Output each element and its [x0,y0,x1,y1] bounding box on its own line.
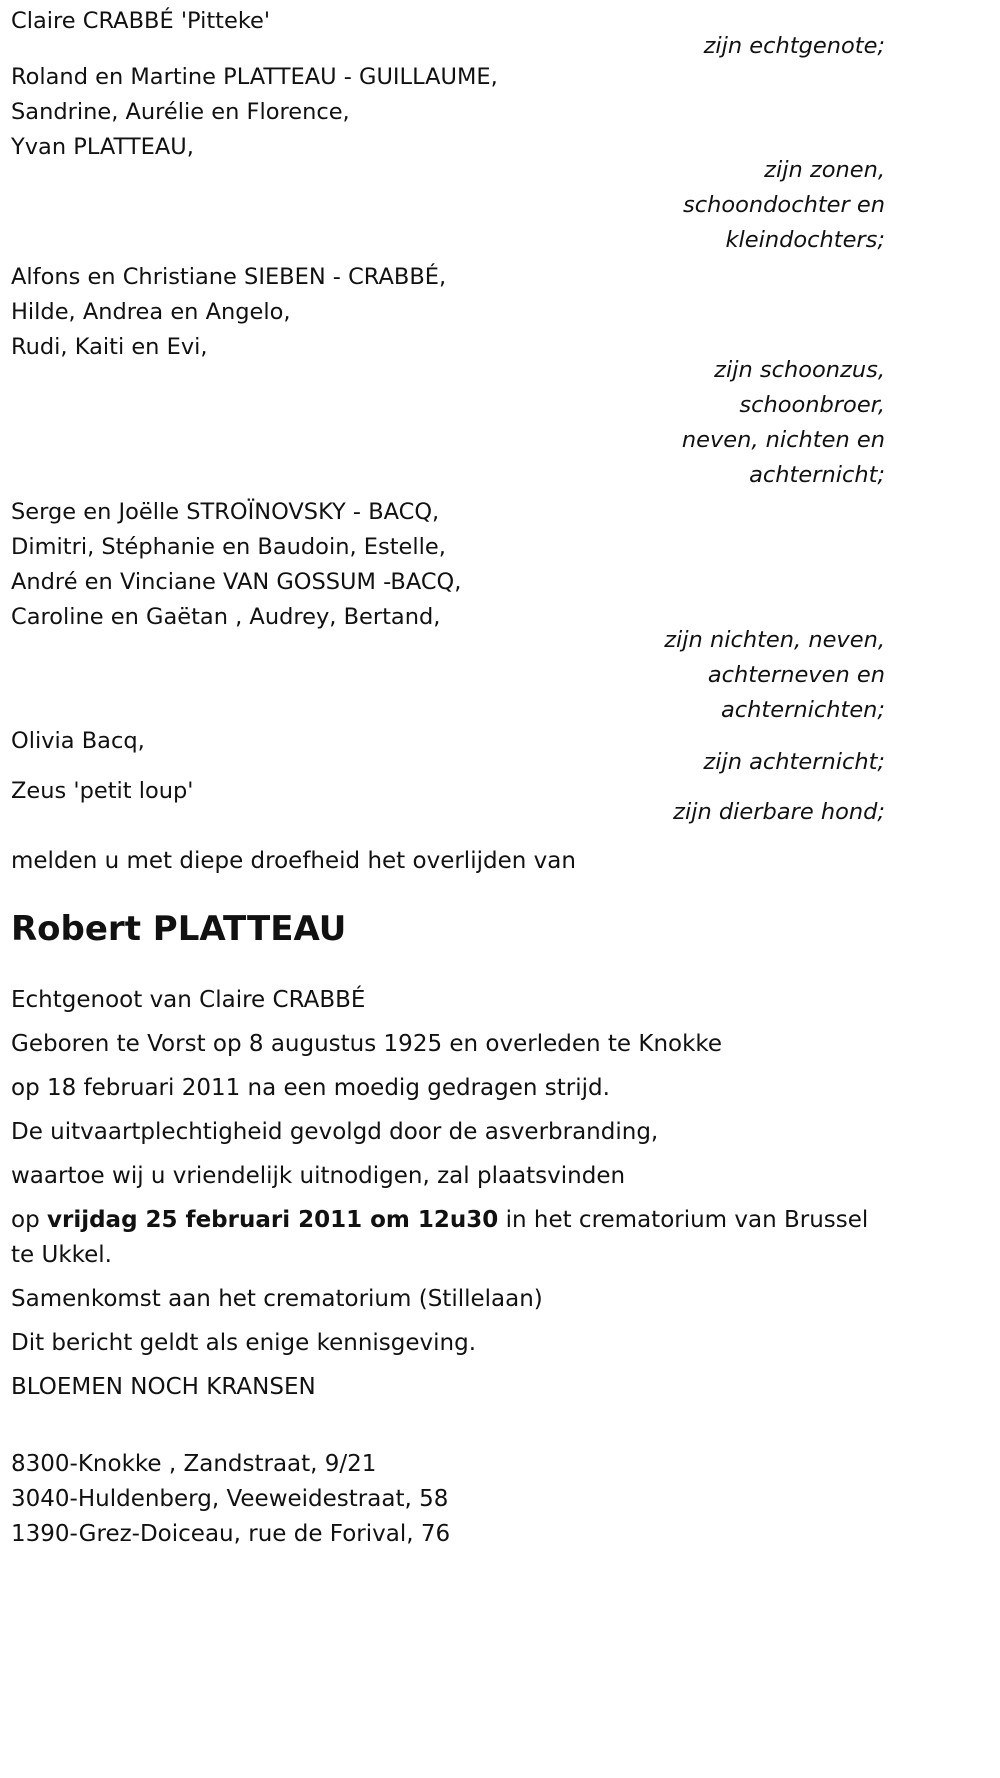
deceased-name: Robert PLATTEAU [11,909,347,949]
addresses-section [11,1447,885,1552]
family-name-line: Roland en Martine PLATTEAU - GUILLAUME, [11,64,498,90]
spouse-line: Echtgenoot van Claire CRABBÉ [11,987,366,1013]
family-name-line: Yvan PLATTEAU, [11,134,194,160]
family-name-line: Zeus 'petit loup' [11,778,194,804]
relation-line: zijn schoonzus, [714,357,885,383]
address-line: 3040-Huldenberg, Veeweidestraat, 58 [11,1486,449,1512]
relation-line: schoondochter en [683,192,885,218]
ceremony-datetime: vrijdag 25 februari 2011 om 12u30 [46,1207,499,1233]
ceremony-date-line [11,1203,885,1273]
relation-line: achternicht; [749,462,885,488]
death-notice [11,0,885,1552]
family-block-nieces [11,495,885,728]
notice-line: Dit bericht geldt als enige kennisgeving. [11,1330,477,1356]
birth-line: Geboren te Vorst op 8 augustus 1925 en overleden te Knokke [11,1031,723,1057]
location-text: in het crematorium van Brussel te Ukkel. [11,1207,869,1268]
relation-line: zijn nichten, neven, [664,627,885,653]
details-section [11,983,885,1405]
relation-line: neven, nichten en [681,427,885,453]
family-name-line: André en Vinciane VAN GOSSUM -BACQ, [11,569,462,595]
address-line: 1390-Grez-Doiceau, rue de Forival, 76 [11,1521,451,1547]
family-name-line: Dimitri, Stéphanie en Baudoin, Estelle, [11,534,446,560]
relation-line: zijn achternicht; [703,749,885,775]
date-prefix: op [11,1207,47,1233]
flowers-line: BLOEMEN NOCH KRANSEN [11,1374,316,1400]
relation-line: zijn dierbare hond; [673,799,885,825]
family-block-pet [11,774,885,830]
relation-line: schoonbroer, [739,392,885,418]
announcement-intro: melden u met diepe droefheid het overlijden van [11,848,576,874]
family-name-line: Rudi, Kaiti en Evi, [11,334,208,360]
relation-line: kleindochters; [725,227,885,253]
family-name-line: Hilde, Andrea en Angelo, [11,299,291,325]
relation-line: achterneven en [707,662,885,688]
family-block-grandniece [11,724,885,780]
meeting-line: Samenkomst aan het crematorium (Stillelaan) [11,1286,543,1312]
family-name-line: Serge en Joëlle STROÏNOVSKY - BACQ, [11,499,440,525]
relation-text [11,353,885,493]
family-block-spouse [11,4,885,64]
family-block-sons [11,60,885,258]
family-name-line: Sandrine, Aurélie en Florence, [11,99,350,125]
relation-line: zijn zonen, [764,157,885,183]
family-name-line: Caroline en Gaëtan , Audrey, Bertand, [11,604,441,630]
relation-text [11,623,885,728]
family-block-in-laws [11,260,885,493]
relation-line: zijn echtgenote; [703,33,885,59]
relation-text [11,153,885,258]
family-name-line: Claire CRABBÉ 'Pitteke' [11,8,271,34]
relation-line: achternichten; [721,697,885,723]
address-line: 8300-Knokke , Zandstraat, 9/21 [11,1451,377,1477]
death-line: op 18 februari 2011 na een moedig gedragen strijd. [11,1075,610,1101]
invitation-line: waartoe wij u vriendelijk uitnodigen, zal plaatsvinden [11,1163,626,1189]
family-name-line: Olivia Bacq, [11,728,145,754]
family-name-line: Alfons en Christiane SIEBEN - CRABBÉ, [11,264,447,290]
ceremony-line: De uitvaartplechtigheid gevolgd door de asverbranding, [11,1119,659,1145]
